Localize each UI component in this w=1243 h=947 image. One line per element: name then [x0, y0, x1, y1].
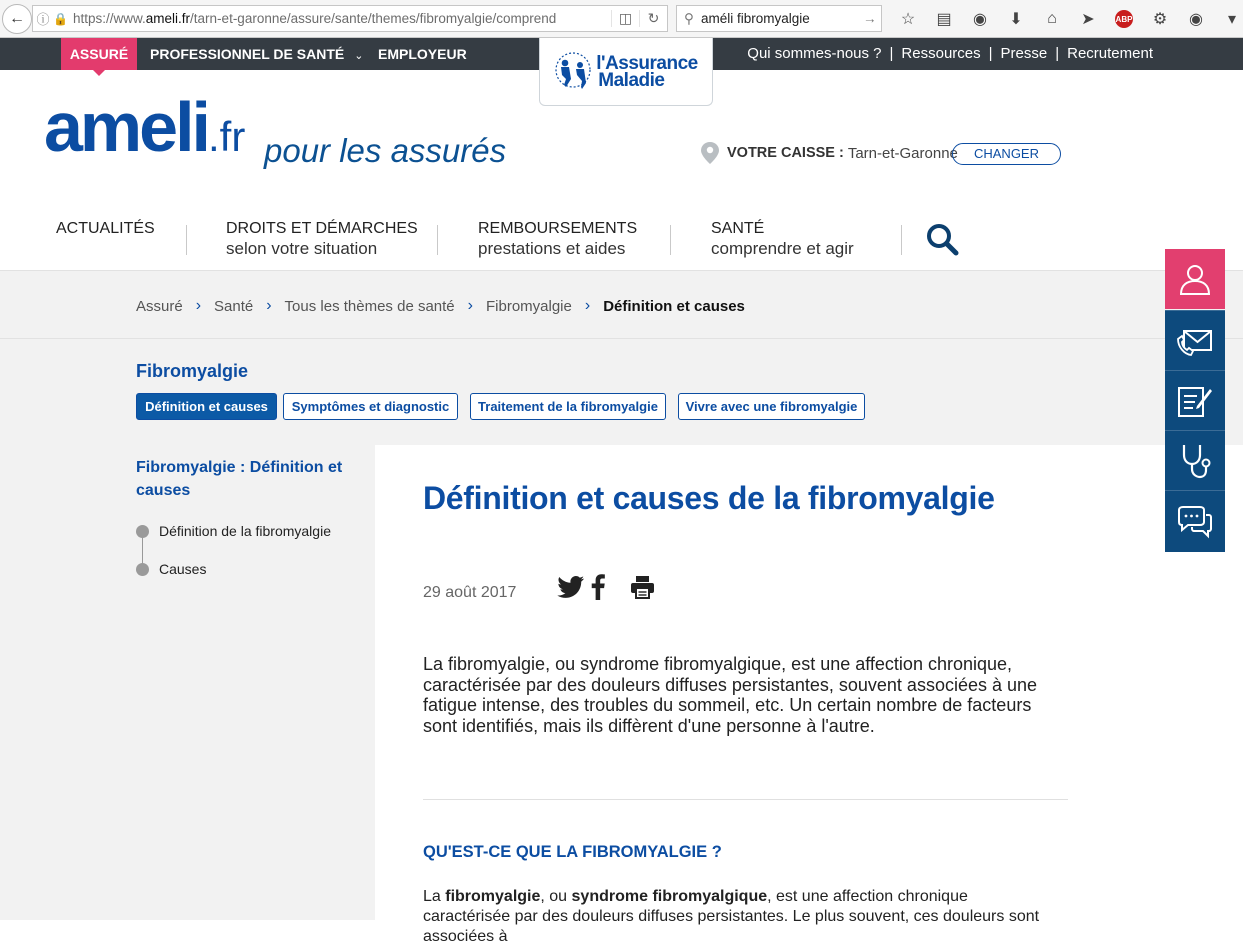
- reload-icon[interactable]: ↻: [639, 10, 667, 27]
- back-button[interactable]: ←: [2, 4, 32, 34]
- breadcrumb-fibromyalgie[interactable]: Fibromyalgie: [485, 297, 572, 315]
- nav-remboursements-label: REMBOURSEMENTS: [478, 220, 638, 237]
- search-icon: ⚲: [684, 10, 694, 26]
- pocket-icon[interactable]: ◉: [973, 11, 987, 28]
- paragraph-text: La: [423, 888, 446, 905]
- nav-droits-sublabel: selon votre situation: [226, 239, 378, 258]
- link-presse[interactable]: Presse: [1000, 45, 1048, 62]
- logo-tagline: pour les assurés: [264, 132, 507, 169]
- separator: |: [1055, 45, 1060, 62]
- bullet-dot: [136, 563, 149, 576]
- document-edit-icon: [1177, 384, 1213, 418]
- adblock-icon[interactable]: ABP: [1108, 7, 1140, 31]
- paragraph-text: , ou: [540, 888, 572, 905]
- address-bar[interactable]: [32, 5, 668, 32]
- sidebar-item-label: Définition de la fibromyalgie: [159, 523, 331, 539]
- bullet-dot: [136, 525, 149, 538]
- article-sidebar: [0, 445, 375, 920]
- tab-employeur[interactable]: EMPLOYEUR: [378, 46, 467, 62]
- logo-text-line2: Maladie: [598, 69, 665, 91]
- tab-vivre-avec[interactable]: Vivre avec une fibromyalgie: [678, 393, 865, 420]
- facebook-icon[interactable]: [590, 574, 606, 600]
- print-icon[interactable]: [630, 574, 655, 600]
- tab-traitement[interactable]: Traitement de la fibromyalgie: [470, 393, 666, 420]
- extension-icon[interactable]: ⚙: [1152, 11, 1168, 28]
- breadcrumb-arrow-icon: ›: [584, 297, 591, 314]
- nav-sante-label: SANTÉ: [711, 220, 765, 237]
- home-icon[interactable]: ⌂: [1047, 10, 1057, 27]
- page-title: Définition et causes de la fibromyalgie: [423, 480, 995, 516]
- contact-button[interactable]: [1165, 310, 1225, 370]
- download-icon[interactable]: ⬇: [1009, 11, 1023, 28]
- paragraph-text: , est une affection chronique caractérisée par des douleurs diffuses persistantes. Le plus souvent, ces douleurs sont associées à: [423, 888, 1040, 945]
- separator: |: [988, 45, 993, 62]
- nav-actualites[interactable]: [56, 219, 155, 239]
- sidebar-title: Fibromyalgie : Définition et causes: [136, 459, 343, 499]
- mail-phone-icon: [1176, 325, 1214, 357]
- nav-remboursements[interactable]: [478, 219, 637, 259]
- health-services-button[interactable]: [1165, 430, 1225, 490]
- article-date: 29 août 2017: [423, 584, 517, 601]
- browser-toolbar: [0, 0, 1243, 38]
- paragraph-bold: syndrome fibromyalgique: [571, 888, 768, 905]
- breadcrumb-arrow-icon: ›: [195, 297, 202, 314]
- go-arrow-icon[interactable]: →: [863, 11, 877, 26]
- account-button[interactable]: [1165, 249, 1225, 309]
- twitter-icon[interactable]: [557, 574, 585, 600]
- breadcrumb: [0, 270, 1243, 339]
- send-icon[interactable]: ➤: [1081, 11, 1095, 28]
- logo-ameli: ameli: [44, 88, 208, 166]
- bookmark-star-icon[interactable]: ☆: [900, 11, 916, 28]
- caisse-value: Tarn-et-Garonne: [847, 144, 958, 162]
- sidebar-item-label: Causes: [159, 561, 207, 577]
- info-icon[interactable]: ⓘ: [36, 12, 50, 27]
- top-links: [747, 38, 1153, 70]
- browser-search-input[interactable]: [676, 5, 882, 32]
- caisse-label: VOTRE CAISSE :: [727, 145, 844, 161]
- search-icon[interactable]: [925, 222, 959, 256]
- stethoscope-icon: [1178, 443, 1212, 479]
- article-lead: La fibromyalgie, ou syndrome fibromyalgique, est une affection chronique, caractérisée par des douleurs diffuses persistantes, souvent associées à une fatigue intense, des troubles du sommeil, etc. Un certain nombre de facteurs sont identifiés, mais ils diffèrent d'une personne à l'autre.: [423, 654, 1038, 736]
- sidebar-item-causes[interactable]: [136, 561, 206, 577]
- url-text[interactable]: https://www.ameli.fr/tarn-et-garonne/assure/sante/themes/fibromyalgie/comprend: [73, 11, 557, 26]
- forms-button[interactable]: [1165, 370, 1225, 430]
- link-qui-sommes-nous[interactable]: Qui sommes-nous ?: [747, 45, 882, 62]
- change-caisse-button[interactable]: CHANGER: [952, 143, 1061, 165]
- theme-section: [0, 339, 1243, 445]
- tab-professionnel[interactable]: PROFESSIONNEL DE SANTÉ ⌄: [150, 46, 364, 62]
- chat-button[interactable]: [1165, 490, 1225, 552]
- privacy-icon[interactable]: ◉: [1189, 11, 1203, 28]
- paragraph-bold: fibromyalgie: [445, 888, 541, 905]
- ameli-logo[interactable]: [44, 88, 507, 169]
- nav-droits-label: DROITS ET DÉMARCHES: [226, 220, 418, 237]
- breadcrumb-assure[interactable]: Assuré: [136, 297, 183, 315]
- theme-title[interactable]: Fibromyalgie: [136, 361, 249, 381]
- menu-dropdown-icon[interactable]: ▾: [1227, 11, 1237, 28]
- logo-tld: .fr: [208, 113, 246, 160]
- divider: [423, 799, 1068, 800]
- article-paragraph: [423, 887, 1053, 947]
- nav-actualites-label: ACTUALITÉS: [56, 220, 155, 237]
- nav-divider: [186, 225, 187, 255]
- section-heading: QU'EST-CE QUE LA FIBROMYALGIE ?: [423, 843, 722, 861]
- nav-divider: [437, 225, 438, 255]
- breadcrumb-arrow-icon: ›: [467, 297, 473, 314]
- assurance-maladie-emblem-icon: [554, 49, 592, 95]
- location-pin-icon: [700, 141, 720, 165]
- nav-sante-sublabel: comprendre et agir: [711, 239, 854, 258]
- assurance-maladie-logo[interactable]: [539, 38, 713, 106]
- tab-symptomes[interactable]: Symptômes et diagnostic: [283, 393, 458, 420]
- votre-caisse: [700, 141, 958, 165]
- nav-remboursements-sublabel: prestations et aides: [478, 239, 626, 258]
- separator: |: [889, 45, 894, 62]
- nav-droits[interactable]: [226, 219, 418, 259]
- nav-divider: [670, 225, 671, 255]
- breadcrumb-sante[interactable]: Santé: [214, 297, 254, 315]
- reader-view-icon[interactable]: ◫: [611, 10, 639, 27]
- nav-sante[interactable]: [711, 219, 854, 259]
- sidebar-item-definition[interactable]: [136, 523, 331, 539]
- breadcrumb-themes[interactable]: Tous les thèmes de santé: [284, 297, 455, 315]
- link-recrutement[interactable]: Recrutement: [1067, 45, 1153, 62]
- user-icon: [1178, 262, 1212, 296]
- link-ressources[interactable]: Ressources: [901, 45, 981, 62]
- chevron-down-icon[interactable]: ⌄: [354, 50, 364, 62]
- tab-definition-causes[interactable]: Définition et causes: [136, 393, 277, 420]
- main-navigation: [0, 205, 1243, 270]
- reading-list-icon[interactable]: ▤: [936, 11, 952, 28]
- nav-divider: [901, 225, 902, 255]
- breadcrumb-arrow-icon: ›: [266, 297, 272, 314]
- search-query[interactable]: améli fibromyalgie: [701, 11, 810, 26]
- logo-text-line1: l'Assurance: [596, 52, 698, 74]
- chat-bubbles-icon: [1176, 505, 1214, 539]
- tab-assure[interactable]: ASSURÉ: [61, 38, 137, 70]
- breadcrumb-current: Définition et causes: [603, 297, 745, 315]
- lock-icon[interactable]: 🔒: [53, 11, 68, 26]
